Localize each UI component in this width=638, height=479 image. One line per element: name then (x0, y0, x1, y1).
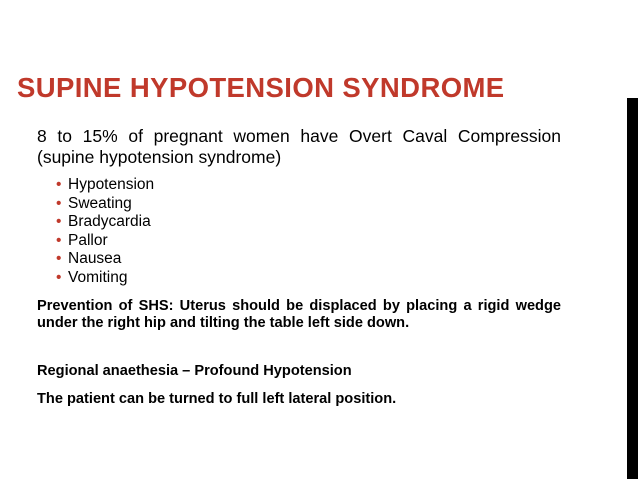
bullet-marker: • (56, 250, 62, 267)
symptom-label: Hypotension (68, 176, 155, 193)
intro-text: 8 to 15% of pregnant women have Overt Caval Compression (supine hypotension syndrome) (37, 126, 561, 167)
bullet-marker: • (56, 231, 62, 249)
symptom-list (56, 176, 154, 287)
list-item (56, 213, 154, 232)
slide-title: SUPINE HYPOTENSION SYNDROME (17, 72, 505, 103)
symptom-label: Sweating (68, 194, 132, 212)
list-item (56, 250, 154, 269)
list-item (56, 176, 154, 195)
symptom-label: Pallor (68, 231, 108, 249)
right-edge-bar (627, 98, 638, 479)
bullet-marker: • (56, 194, 62, 212)
list-item (56, 269, 154, 288)
symptom-label: Vomiting (68, 268, 128, 286)
list-item (56, 195, 154, 214)
bullet-marker: • (56, 213, 62, 230)
list-item (56, 232, 154, 251)
bullet-marker: • (56, 268, 62, 286)
prevention-paragraph: Prevention of SHS: Uterus should be displaced by placing a rigid wedge under the right hip and tilting the table left side down. (37, 298, 561, 331)
symptom-label: Bradycardia (68, 213, 151, 230)
bullet-marker: • (56, 176, 62, 193)
regional-anaesthesia-paragraph: Regional anaethesia – Profound Hypotension (37, 363, 352, 379)
symptom-label: Nausea (68, 250, 122, 267)
lateral-position-paragraph: The patient can be turned to full left lateral position. (37, 391, 397, 407)
